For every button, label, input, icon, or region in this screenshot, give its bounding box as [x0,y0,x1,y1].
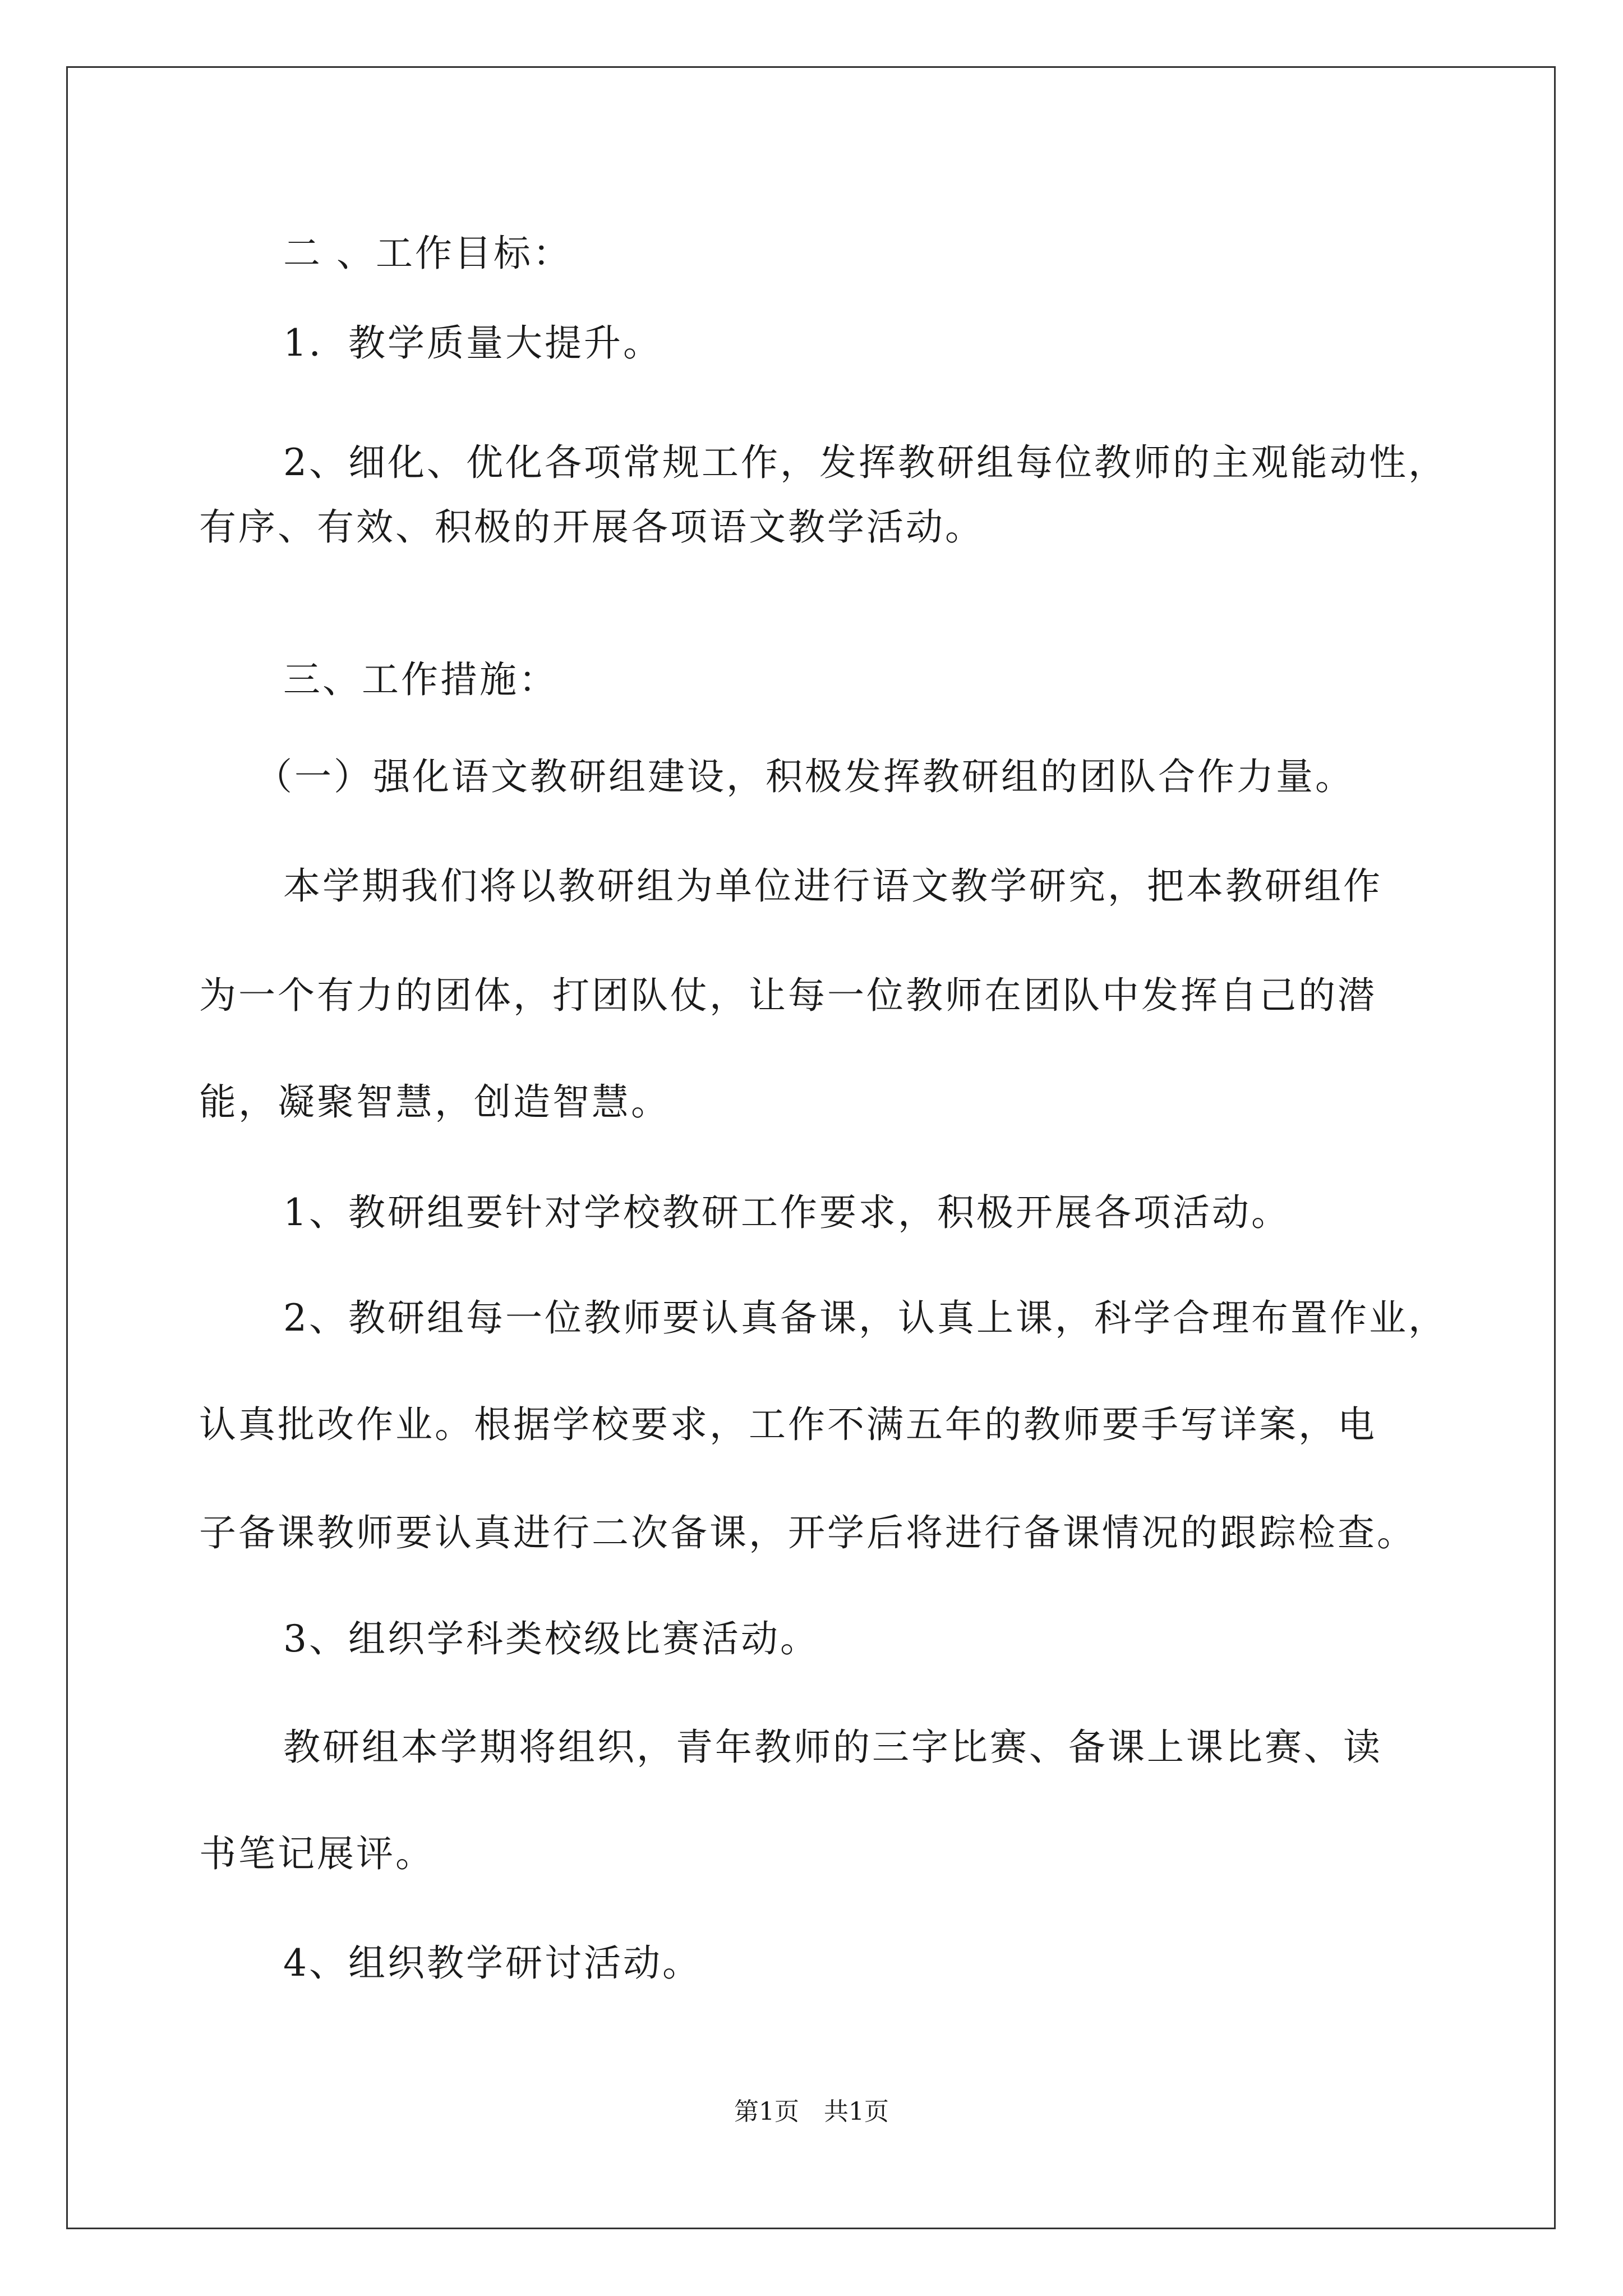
paragraph-line: 子备课教师要认真进行二次备课，开学后将进行备课情况的跟踪检查。 [199,1511,1416,1554]
paragraph-line: 1、教研组要针对学校教研工作要求，积极开展各项活动。 [283,1191,1290,1234]
paragraph-line: 教研组本学期将组织，青年教师的三字比赛、备课上课比赛、读 [283,1726,1382,1769]
paragraph-line: 2、细化、优化各项常规工作，发挥教研组每位教师的主观能动性， [283,441,1447,484]
paragraph-line: 认真批改作业。根据学校要求，工作不满五年的教师要手写详案，电 [199,1403,1377,1446]
page-border [66,66,1556,2229]
paragraph-line: 本学期我们将以教研组为单位进行语文教学研究，把本教研组作 [283,864,1382,908]
page-footer: 第1页 共1页 [734,2097,889,2126]
paragraph-line: 能，凝聚智慧，创造智慧。 [199,1080,670,1124]
heading-work-goals: 二 、工作目标： [283,232,572,275]
paragraph-line: 有序、有效、积极的开展各项语文教学活动。 [199,505,984,549]
heading-work-measures: 三、工作措施： [283,658,558,701]
paragraph-line: 1．教学质量大提升。 [283,321,662,365]
paragraph-line: 书笔记展评。 [199,1832,435,1875]
paragraph-line: 4、组织教学研讨活动。 [283,1941,702,1985]
subheading-line: （一）强化语文教研组建设，积极发挥教研组的团队合作力量。 [255,755,1354,798]
paragraph-line: 为一个有力的团体，打团队仗，让每一位教师在团队中发挥自己的潜 [199,974,1377,1017]
paragraph-line: 3、组织学科类校级比赛活动。 [283,1617,819,1660]
paragraph-line: 2、教研组每一位教师要认真备课，认真上课，科学合理布置作业， [283,1296,1447,1340]
